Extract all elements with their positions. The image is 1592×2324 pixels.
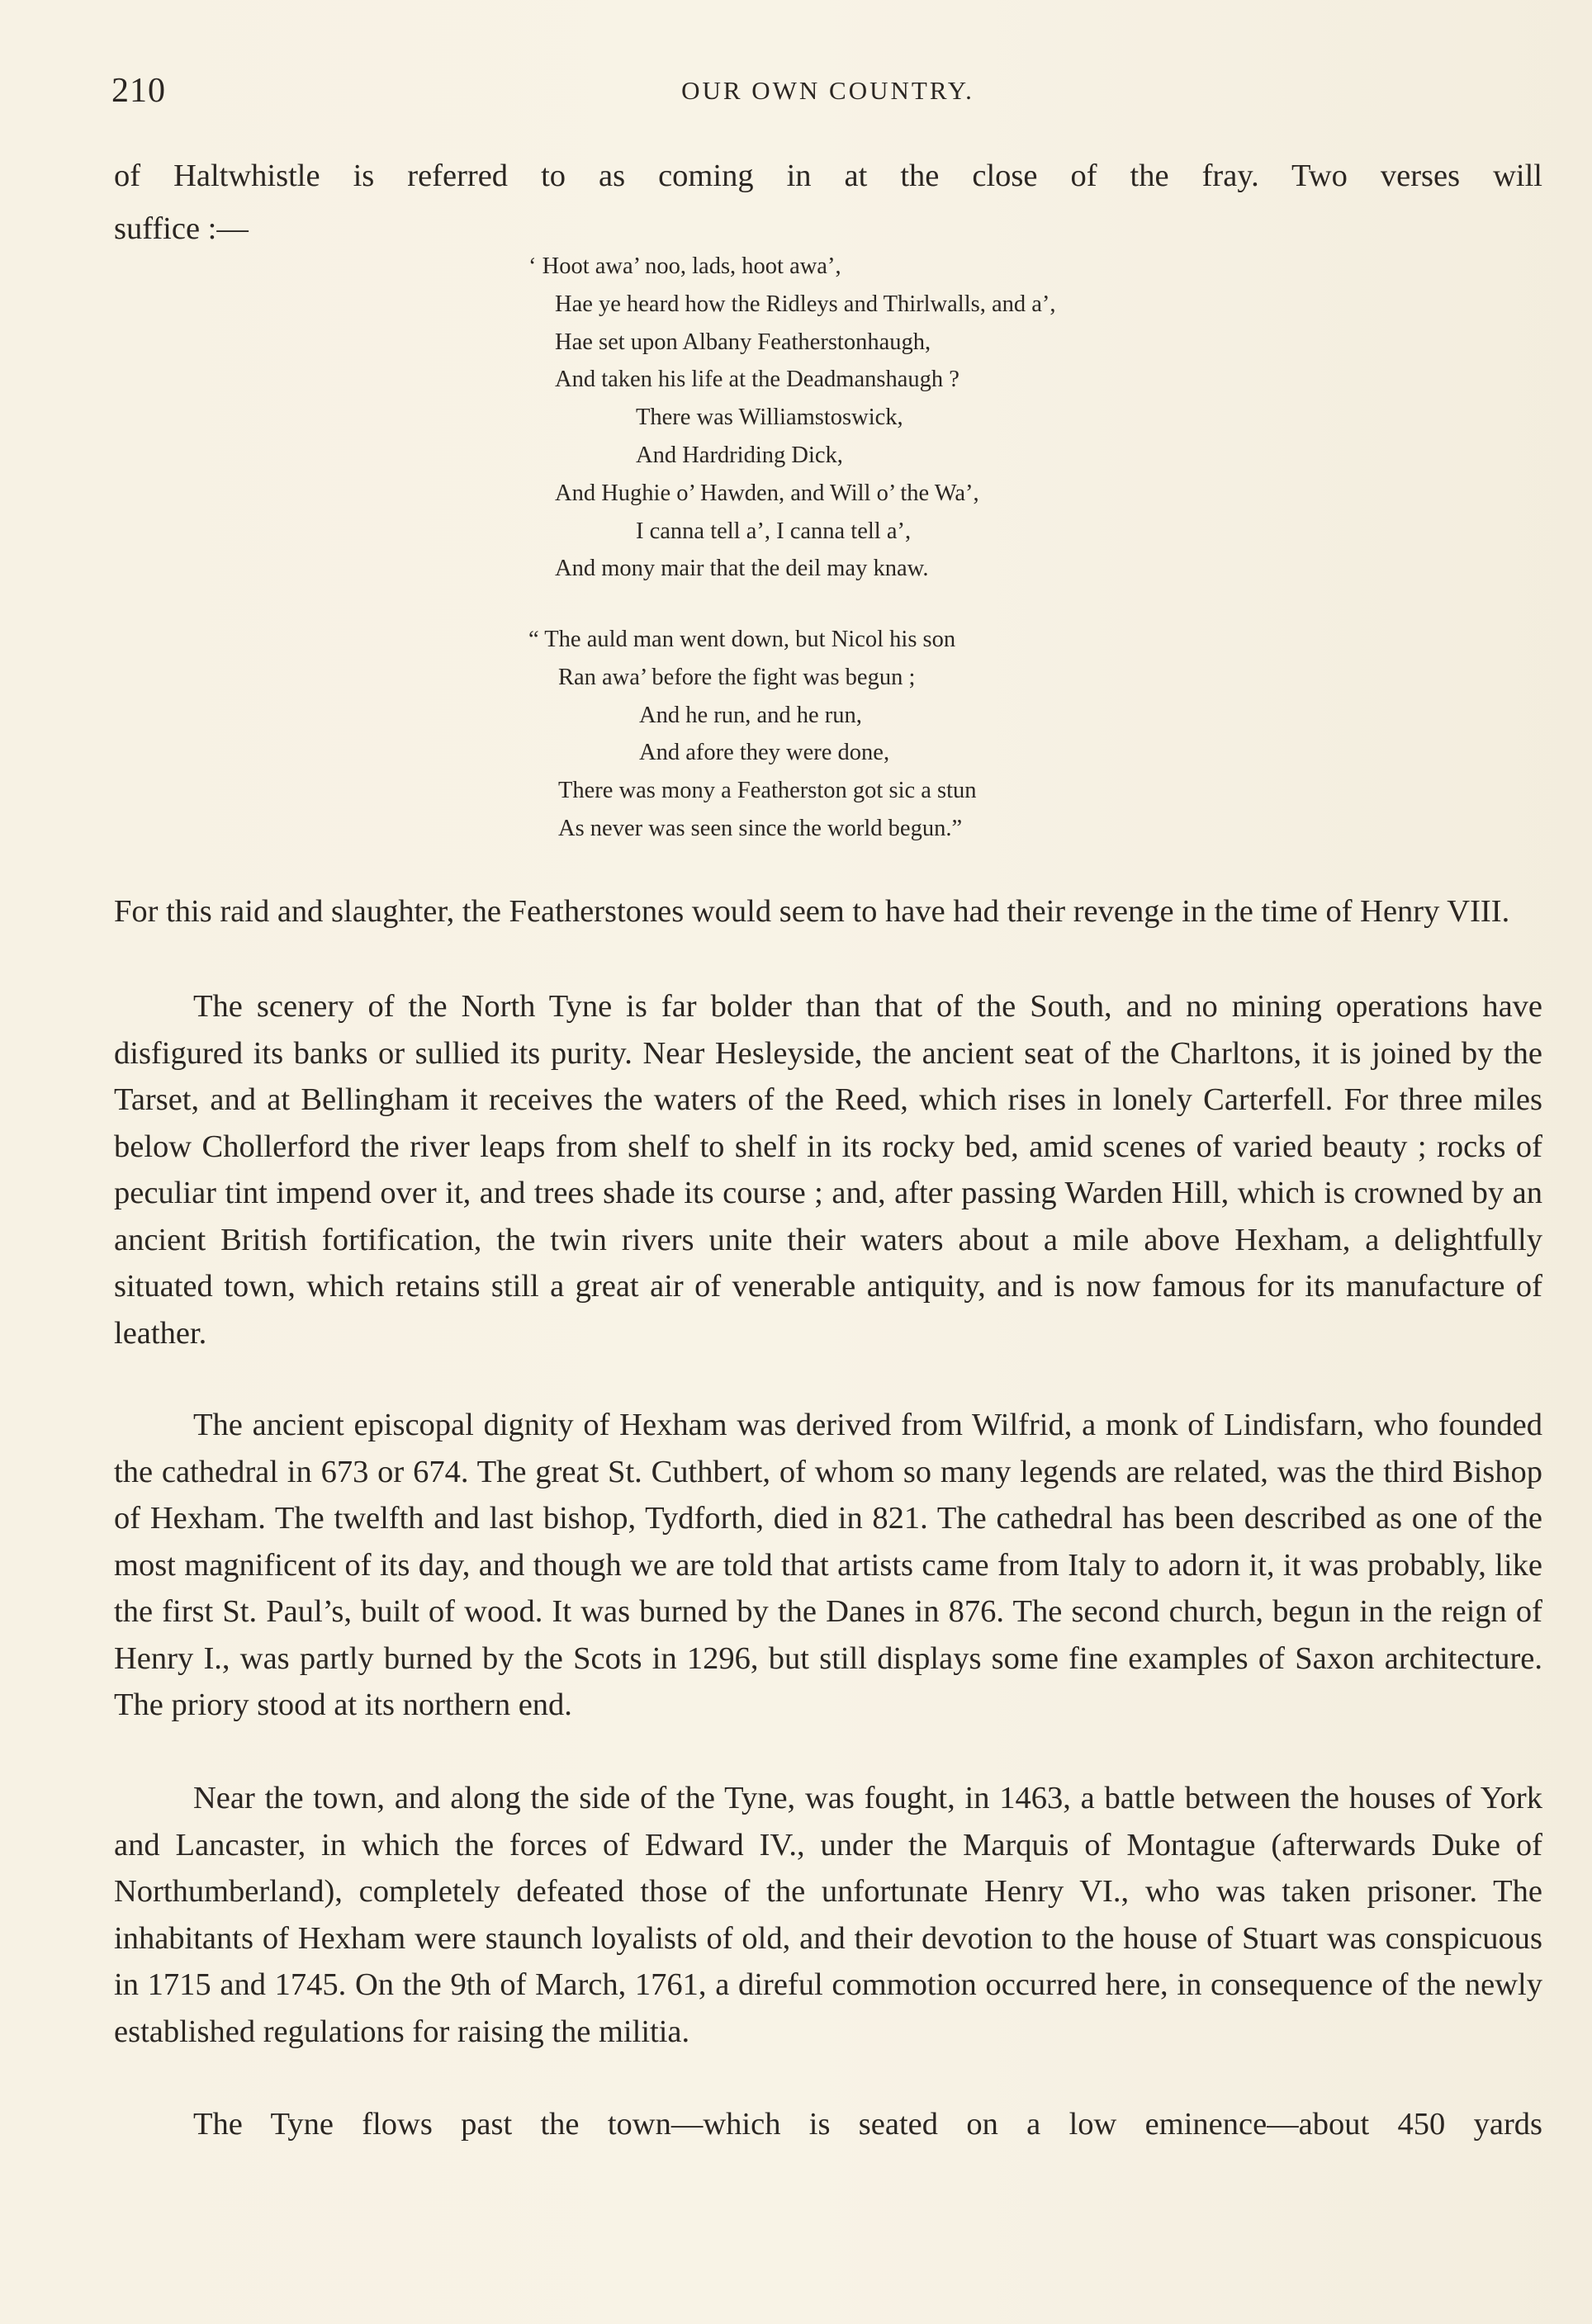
verse-line: ‘ Hoot awa’ noo, lads, hoot awa’,: [528, 253, 841, 279]
verse-line: And he run, and he run,: [639, 702, 862, 728]
verse-line: I canna tell a’, I canna tell a’,: [636, 518, 912, 544]
verse-stanza-1: [528, 248, 1272, 588]
paragraph-tyne-flows: The Tyne flows past the town—which is seated on a low eminence—about 450 yards: [193, 2107, 1542, 2142]
opening-line-continuation: suffice :—: [114, 211, 249, 246]
verse-line: And mony mair that the deil may knaw.: [555, 556, 929, 582]
page-number: 210: [111, 72, 166, 110]
verse-stanza-2: [528, 621, 1272, 848]
verse-line: Hae set upon Albany Featherstonhaugh,: [555, 329, 931, 355]
verse-line: And Hughie o’ Hawden, and Will o’ the Wa’,: [555, 480, 979, 506]
verse-line: There was mony a Featherston got sic a stun: [558, 778, 977, 804]
paragraph-battle: Near the town, and along the side of the Tyne, was fought, in 1463, a battle between the houses of York and Lancaster, in which the forces of Edward IV., under the Marquis of Montague (afterwards Duke of Northumberland), completely defeated those of the unfortunate Henry VI., who was taken prisoner. The inhabitants of Hexham were staunch loyalists of old, and their devotion to the house of Stuart was conspicuous in 1715 and 1745. On the 9th of March, 1761, a direful commotion occurred here, in consequence of the newly established regulations for raising the militia.: [114, 1781, 1542, 2049]
paragraph-raid: For this raid and slaughter, the Featherstones would seem to have had their revenge in the time of Henry VIII.: [114, 894, 1510, 929]
running-head: OUR OWN COUNTRY.: [681, 76, 974, 105]
page-header: [111, 71, 1544, 121]
verse-line: Hae ye heard how the Ridleys and Thirlwalls, and a’,: [555, 291, 1056, 317]
opening-line: of Haltwhistle is referred to as coming in at the close of the fray. Two verses will: [114, 159, 1542, 193]
verse-line: And taken his life at the Deadmanshaugh ?: [555, 367, 959, 393]
paragraph-hexham-cathedral: The ancient episcopal dignity of Hexham was derived from Wilfrid, a monk of Lindisfarn, who founded the cathedral in 673 or 674. The great St. Cuthbert, of whom so many legends are related, was the third Bishop of Hexham. The twelfth and last bishop, Tydforth, died in 821. The cathedral has been described as one of the most magnificent of its day, and though we are told that artists came from Italy to adorn it, it was probably, like the first St. Paul’s, built of wood. It was burned by the Danes in 876. The second church, begun in the reign of Henry I., was partly burned by the Scots in 1296, but still displays some fine examples of Saxon architecture. The priory stood at its northern end.: [114, 1408, 1542, 1722]
verse-line: As never was seen since the world begun.”: [558, 815, 963, 841]
paragraph-north-tyne: The scenery of the North Tyne is far bolder than that of the South, and no mining operations have disfigured its banks or sullied its purity. Near Hesleyside, the ancient seat of the Charltons, it is joined by the Tarset, and at Bellingham it receives the waters of the Reed, which rises in lonely Carterfell. For three miles below Chollerford the river leaps from shelf to shelf in its rocky bed, amid scenes of varied beauty ; rocks of peculiar tint impend over it, and trees shade its course ; and, after passing Warden Hill, which is crowned by an ancient British fortification, the twin rivers unite their waters about a mile above Hexham, a delightfully situated town, which retains still a great air of venerable antiquity, and is now famous for its manufacture of leather.: [114, 989, 1542, 1351]
verse-line: “ The auld man went down, but Nicol his son: [528, 627, 956, 652]
verse-line: There was Williamstoswick,: [636, 405, 903, 431]
verse-line: And afore they were done,: [639, 740, 890, 766]
verse-line: Ran awa’ before the fight was begun ;: [558, 664, 916, 690]
verse-line: And Hardriding Dick,: [636, 442, 843, 468]
